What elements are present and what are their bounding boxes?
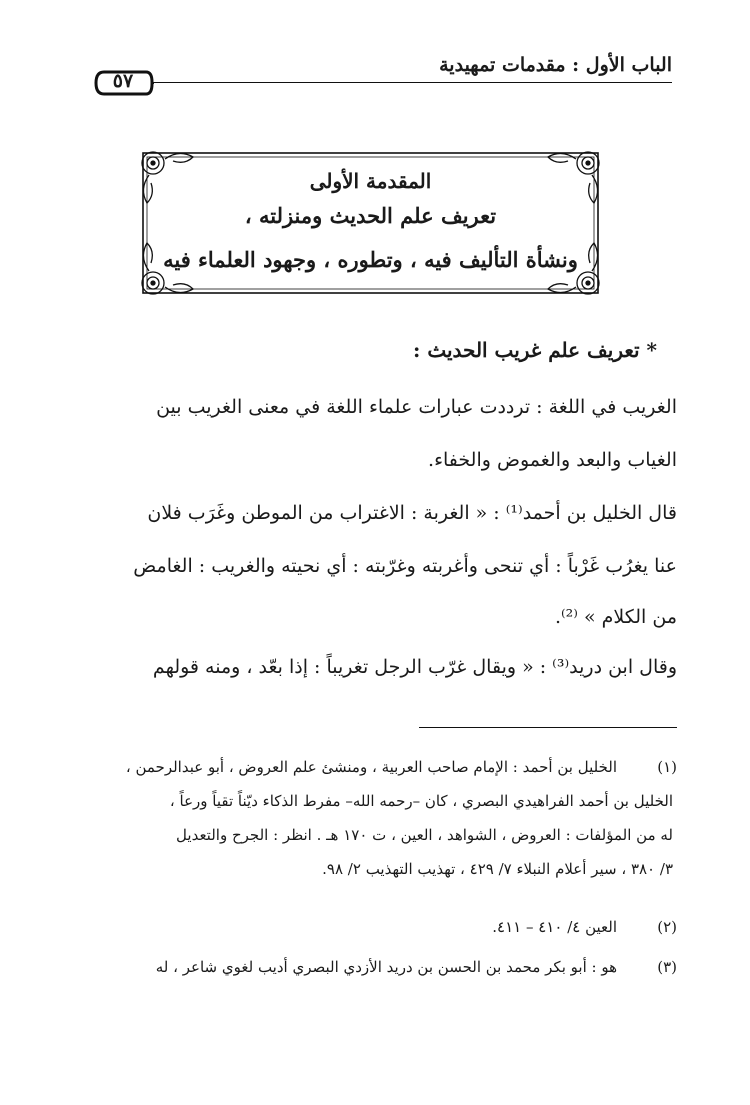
footnote-number: (٢) bbox=[657, 918, 677, 936]
footnote-2 bbox=[95, 918, 677, 948]
footnote-line: العين ٤/ ٤١٠ – ٤١١. bbox=[492, 918, 617, 936]
footnote-number: (٣) bbox=[657, 958, 677, 976]
paragraph-2-line-3: من الكلام » ⁽²⁾. bbox=[554, 606, 677, 628]
paragraph-3-line-1: وقال ابن دريد⁽³⁾ : « ويقال غرّب الرجل تغريباً : إذا بعّد ، ومنه قولهم bbox=[152, 656, 677, 678]
section-heading: * تعريف علم غريب الحديث : bbox=[412, 338, 657, 362]
paragraph-1-line-1: الغريب في اللغة : ترددت عبارات علماء اللغة في معنى الغريب بين bbox=[156, 396, 677, 418]
footnote-line: الخليل بن أحمد : الإمام صاحب العربية ، ومنشئ علم العروض ، أبو عبدالرحمن ، bbox=[125, 758, 617, 776]
footnote-line: له من المؤلفات : العروض ، الشواهد ، العين ، ت ١٧٠ هـ . انظر : الجرح والتعديل bbox=[176, 826, 673, 844]
running-head: الباب الأول : مقدمات تمهيدية bbox=[439, 54, 672, 76]
paragraph-2-line-1: قال الخليل بن أحمد⁽¹⁾ : « الغربة : الاغتراب من الموطن وغَرَب فلان bbox=[147, 502, 677, 524]
frame-subtitle-line-1: تعريف علم الحديث ومنزلته ، bbox=[244, 203, 497, 228]
footnote-1 bbox=[95, 758, 677, 898]
paragraph-2-line-2: عنا يغرُب غَرْباً : أي تنحى وأغربته وغرّبته : أي نحيته والغريب : الغامض bbox=[133, 555, 677, 577]
footnote-number: (١) bbox=[657, 758, 677, 776]
footnote-line: هو : أبو بكر محمد بن الحسن بن دريد الأزدي البصري أديب لغوي شاعر ، له bbox=[155, 958, 617, 976]
paragraph-1-line-2: الغياب والبعد والغموض والخفاء. bbox=[428, 449, 677, 471]
page-number: ٥٧ bbox=[112, 70, 134, 92]
footnote-separator bbox=[419, 727, 677, 728]
footnote-line: ٣/ ٣٨٠ ، سير أعلام النبلاء ٧/ ٤٢٩ ، تهذيب التهذيب ٢/ ٩٨. bbox=[322, 860, 673, 878]
footnote-3 bbox=[95, 958, 677, 988]
frame-subtitle-line-2: ونشأة التأليف فيه ، وتطوره ، وجهود العلماء فيه bbox=[163, 247, 578, 272]
footnote-line: الخليل بن أحمد الفراهيدي البصري ، كان –رحمه الله– مفرط الذكاء ديّناً تقياً ورعاً ، bbox=[169, 792, 673, 810]
frame-title: المقدمة الأولى bbox=[309, 169, 432, 193]
